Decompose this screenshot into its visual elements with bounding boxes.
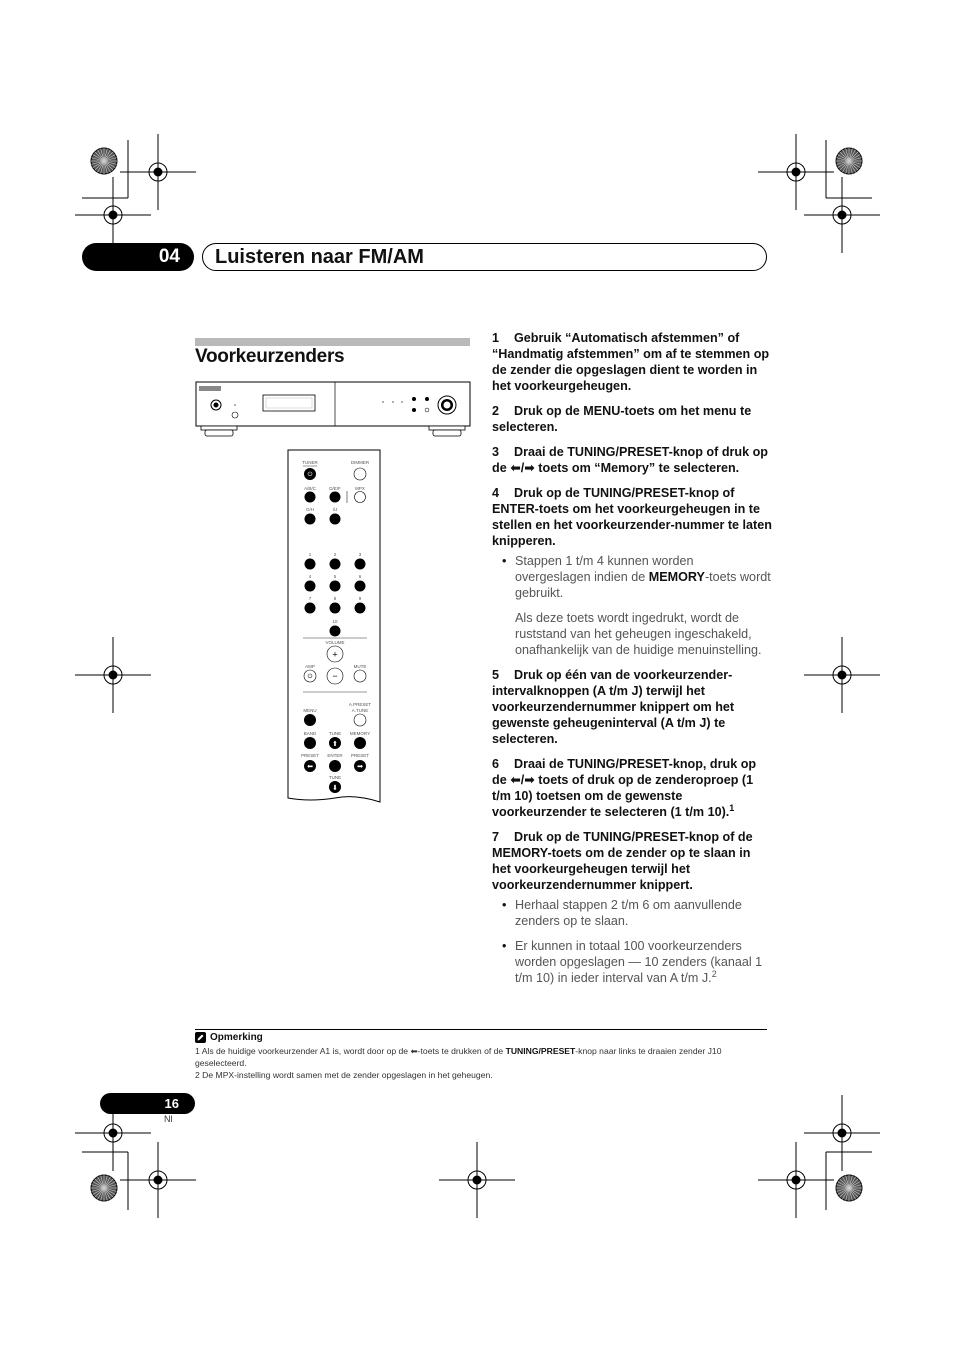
remote-amp-label: AMP bbox=[305, 664, 315, 669]
section-title: Voorkeurzenders bbox=[195, 346, 345, 367]
remote-band-label: BAND bbox=[303, 731, 317, 736]
remote-atune-label: A.TUNE bbox=[351, 708, 369, 713]
remote-mute-label: MUTE bbox=[353, 664, 367, 669]
remote-tuner-label: TUNER bbox=[302, 460, 318, 465]
remote-9-label: 9 bbox=[358, 596, 362, 601]
remote-6-label: 6 bbox=[358, 574, 362, 579]
remote-tune-up-label: TUNE bbox=[328, 731, 342, 736]
note-heading: Opmerking bbox=[195, 1032, 263, 1043]
footnote-2: 2 De MPX-instelling wordt samen met de zender opgeslagen in het geheugen. bbox=[195, 1070, 493, 1080]
step-7: 7 Druk op de TUNING/PRESET-knop of de MEMORY-toets om de zender op te slaan in het voorkeurgeheugen terwijl het voorkeurzendernummer knippert. bbox=[492, 830, 753, 892]
remote-dimmer-label: DIMMER bbox=[350, 460, 370, 465]
note-divider bbox=[195, 1029, 767, 1030]
step-1: 1 Gebruik “Automatisch afstemmen” of “Handmatig afstemmen” om af te stemmen op de zender die opgeslagen dient te worden in het voorkeurgeheugen. bbox=[492, 331, 770, 393]
tune-up-arrow-icon: ⬆ bbox=[332, 741, 338, 748]
note-pencil-icon bbox=[195, 1032, 206, 1043]
remote-4-label: 4 bbox=[308, 574, 312, 579]
step-6: 6 Draai de TUNING/PRESET-knop, druk op de ⬅/➡ toets of druk op de zenderoproep (1 t/m 10) toetsen om de gewenste voorkeurzender te selecteren (1 t/m 10).$^1$ bbox=[492, 757, 757, 819]
language-code: Nl bbox=[164, 1114, 173, 1124]
front-panel-illustration bbox=[195, 380, 471, 440]
remote-enter-label: ENTER bbox=[327, 753, 343, 758]
remote-ij-label: I/J bbox=[332, 507, 338, 512]
volume-up-icon: + bbox=[332, 649, 338, 660]
preset-left-arrow-icon: ⬅ bbox=[307, 763, 313, 771]
footnotes bbox=[195, 1045, 770, 1081]
step-4: 4 Druk op de TUNING/PRESET-knop of ENTER-toets om het voorkeurgeheugen in te stellen en het voorkeurzender-nummer te laten knipperen. bbox=[492, 486, 772, 548]
tuner-power-icon: ⏻ bbox=[307, 472, 313, 478]
remote-mpx-label: MPX bbox=[355, 486, 365, 491]
step-7-bullet-1: • Herhaal stappen 2 t/m 6 om aanvullende zenders op te slaan. bbox=[502, 898, 742, 928]
remote-1-label: 1 bbox=[308, 552, 312, 557]
step-5: 5 Druk op één van de voorkeurzender-intervalknoppen (A t/m J) terwijl het voorkeurzendernummer knippert om het gewenste geheugeninterval (A t/m J) te selecteren. bbox=[492, 668, 735, 746]
steps-column bbox=[492, 330, 772, 995]
remote-def-label: D/E/F bbox=[329, 486, 341, 491]
remote-control-illustration bbox=[285, 448, 385, 808]
remote-memory-label: MEMORY bbox=[349, 731, 371, 736]
remote-gh-label: G/H bbox=[305, 507, 315, 512]
left-right-arrow-icon: ⬅/➡ bbox=[510, 773, 535, 787]
remote-5-label: 5 bbox=[333, 574, 337, 579]
preset-right-arrow-icon: ➡ bbox=[357, 763, 363, 771]
remote-menu-label: MENU bbox=[303, 708, 317, 713]
amp-power-icon: ⏻ bbox=[307, 674, 313, 680]
remote-volume-label: VOLUME bbox=[325, 640, 345, 645]
left-right-arrow-icon: ⬅/➡ bbox=[510, 461, 535, 475]
remote-abc-label: A/B/C bbox=[304, 486, 316, 491]
remote-2-label: 2 bbox=[333, 552, 337, 557]
step-2: 2 Druk op de MENU-toets om het menu te selecteren. bbox=[492, 404, 752, 434]
left-arrow-icon: ⬅ bbox=[410, 1046, 418, 1056]
step-4-paragraph: Als deze toets wordt ingedrukt, wordt de ruststand van het geheugen ingeschakeld, onafhankelijk van de huidige menuinstelling. bbox=[515, 611, 762, 657]
remote-apreset-label: A.PRESET bbox=[348, 702, 372, 707]
remote-preset-left-label: PRESET bbox=[300, 753, 320, 758]
section-bar bbox=[195, 338, 470, 346]
step-4-bullet: • Stappen 1 t/m 4 kunnen worden overgeslagen indien de MEMORY-toets wordt gebruikt. bbox=[502, 554, 771, 600]
tune-down-arrow-icon: ⬇ bbox=[332, 785, 338, 792]
chapter-title: Luisteren naar FM/AM bbox=[202, 243, 767, 271]
step-3: 3 Draai de TUNING/PRESET-knop of druk op de ⬅/➡ toets om “Memory” te selecteren. bbox=[492, 445, 768, 475]
remote-3-label: 3 bbox=[358, 552, 362, 557]
chapter-number: 04 bbox=[82, 243, 194, 271]
remote-8-label: 8 bbox=[333, 596, 337, 601]
step-7-bullet-2: • Er kunnen in totaal 100 voorkeurzenders worden opgeslagen — 10 zenders (kanaal 1 t/m 10) in ieder interval van A t/m J.$^2$ bbox=[502, 939, 763, 985]
remote-7-label: 7 bbox=[308, 596, 312, 601]
remote-10-label: 10 bbox=[332, 619, 338, 624]
remote-tune-down-label: TUNE bbox=[328, 775, 342, 780]
footnote-1: 1 Als de huidige voorkeurzender A1 is, wordt door op de ⬅-toets te drukken of de TUNING/PRESET-knop naar links te draaien zender J10 geselecteerd. bbox=[195, 1046, 722, 1068]
volume-down-icon: − bbox=[332, 671, 338, 681]
remote-preset-right-label: PRESET bbox=[350, 753, 370, 758]
page-number: 16 bbox=[100, 1093, 195, 1114]
